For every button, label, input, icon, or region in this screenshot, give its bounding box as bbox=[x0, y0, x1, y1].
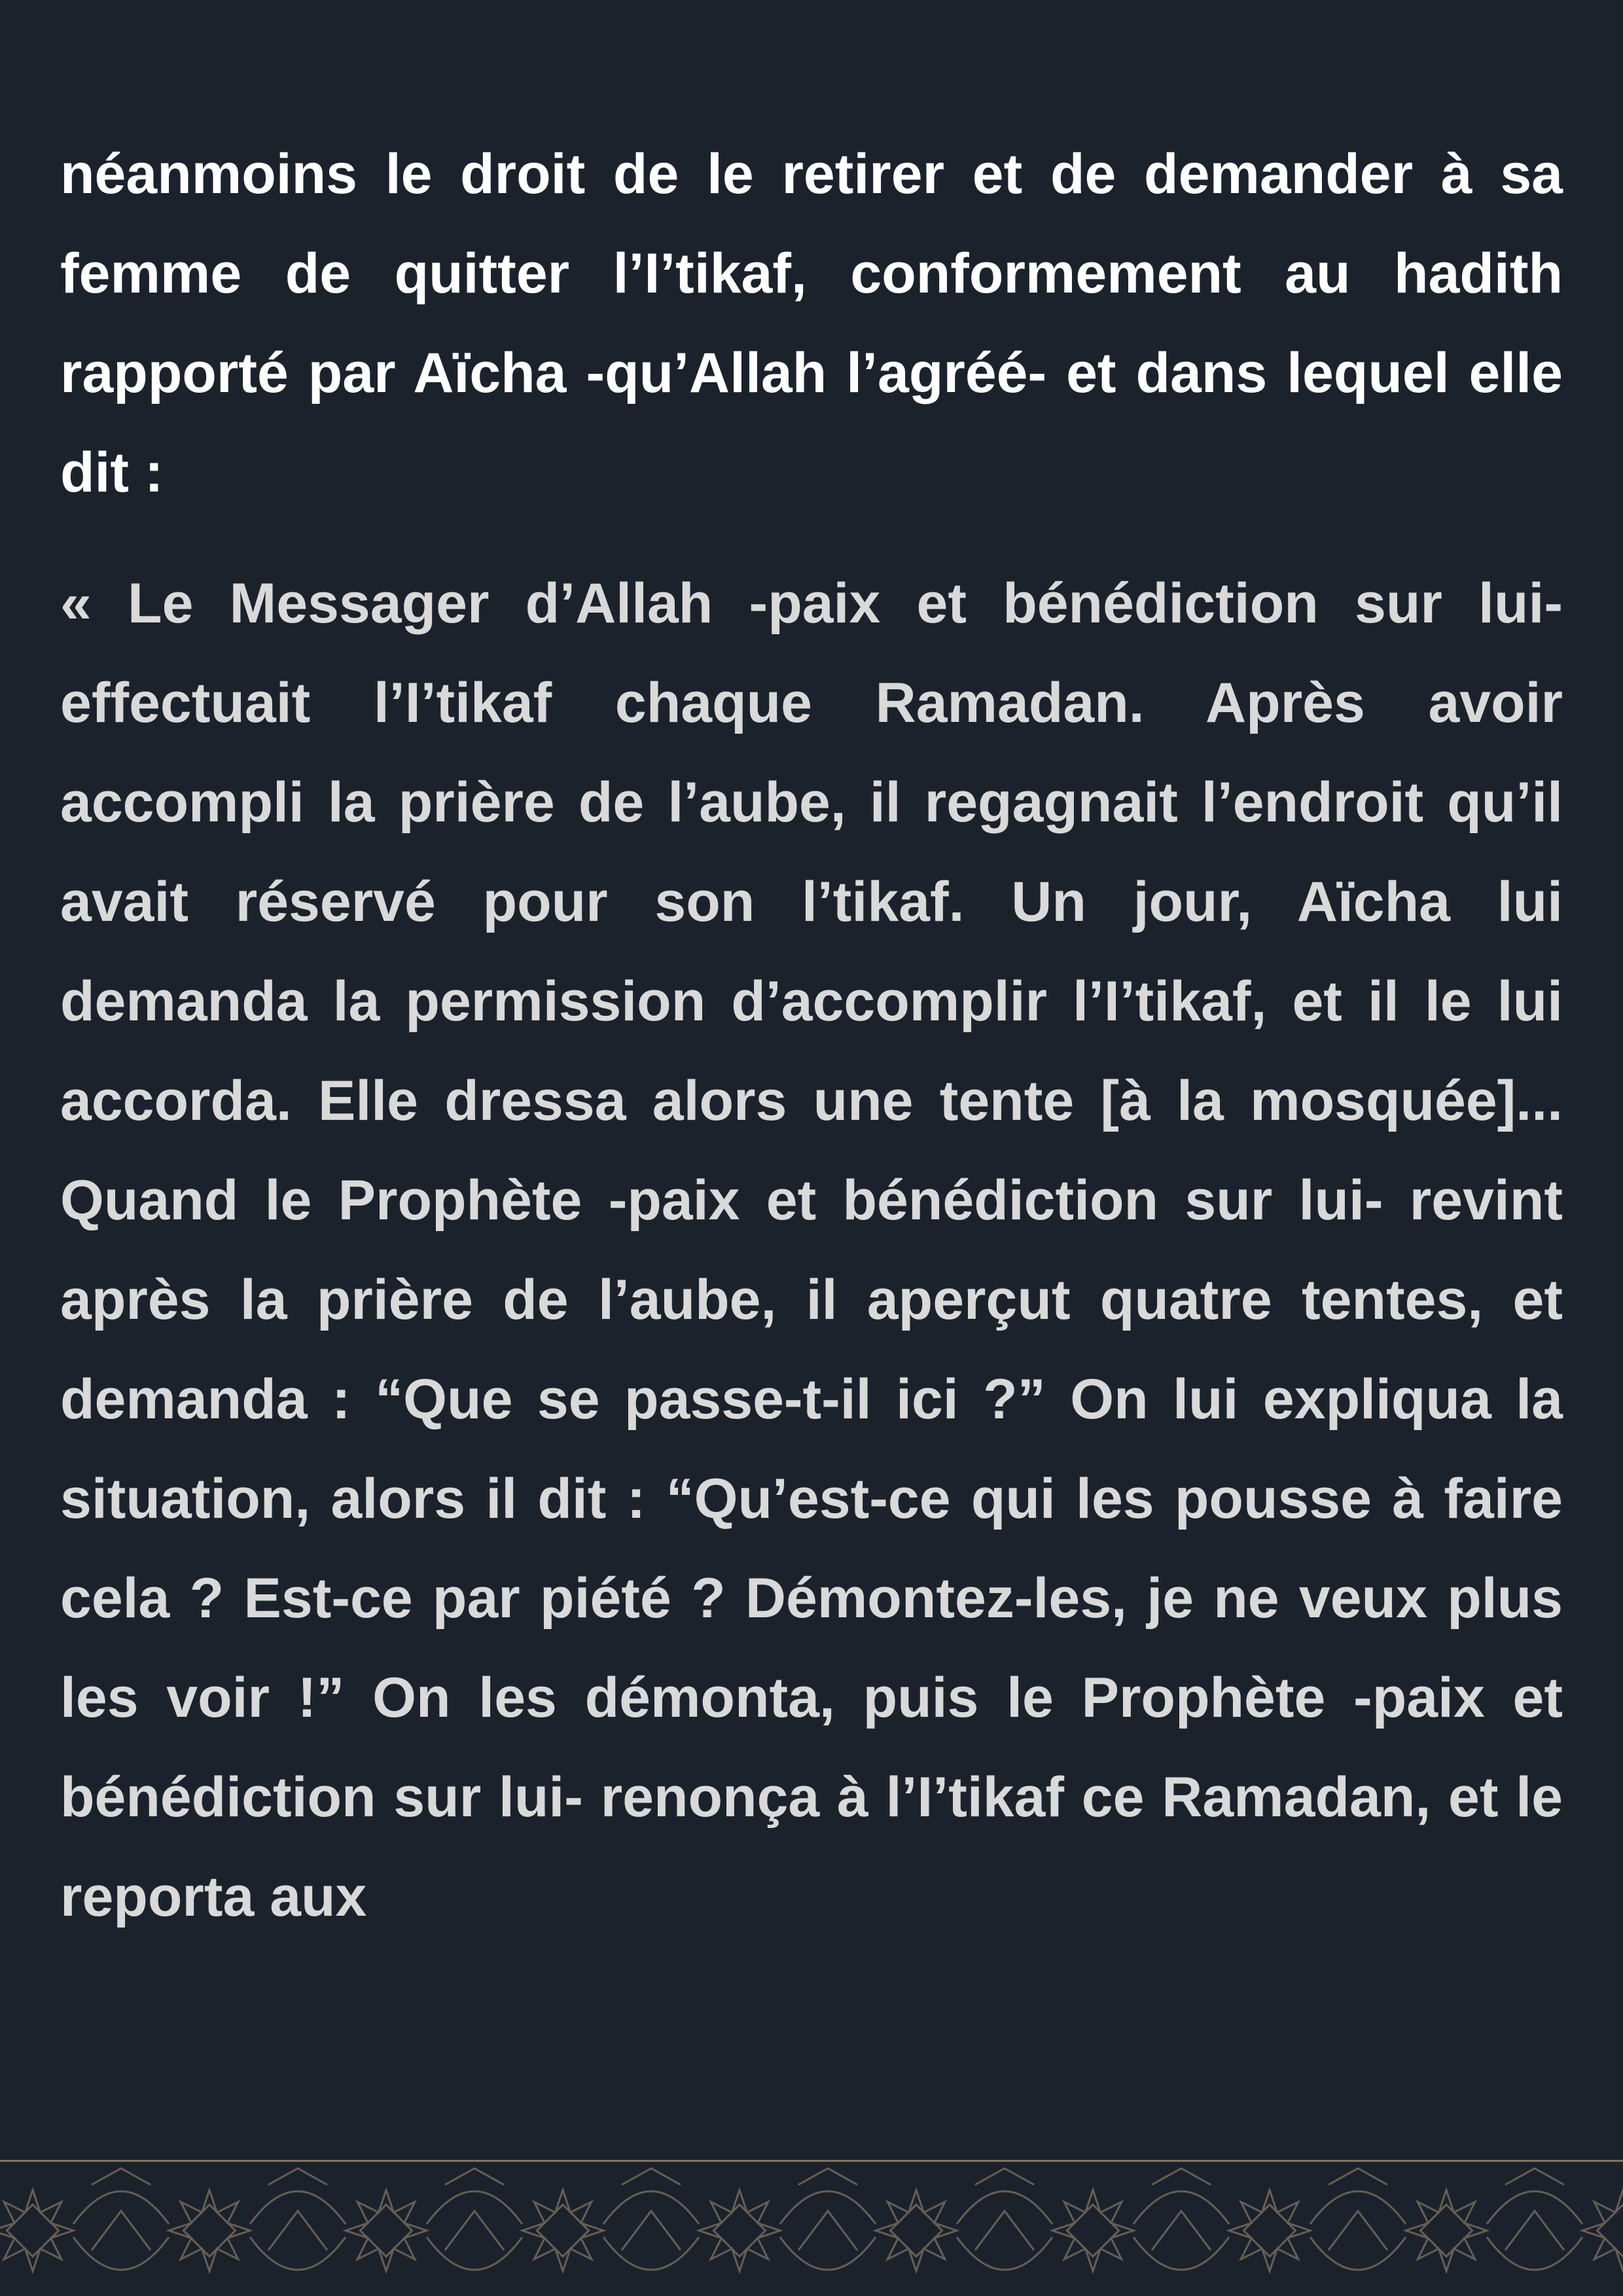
ornament-tile bbox=[876, 2168, 1052, 2271]
footer-ornament-band bbox=[0, 2160, 1623, 2296]
ornament-tile bbox=[346, 2168, 522, 2271]
ornament-tile bbox=[699, 2168, 876, 2271]
ornament-tile bbox=[0, 2168, 169, 2271]
ornament-top-rule bbox=[0, 2160, 1623, 2162]
intro-paragraph: néanmoins le droit de le retirer et de demander à sa femme de quitter l’I’tikaf, conformement au hadith rapporté par Aïcha -qu’Allah l’agréé- et dans lequel elle dit : bbox=[60, 143, 1563, 504]
ornament-tile bbox=[1052, 2168, 1229, 2271]
ornament-tile bbox=[1582, 2168, 1623, 2271]
arabesque-pattern-icon bbox=[0, 2165, 1623, 2296]
hadith-quote-paragraph: « Le Messager d’Allah -paix et bénédiction sur lui- effectuait l’I’tikaf chaque Ramadan. Après avoir accompli la prière de l’aube, il regagnait l’endroit qu’il avait réservé pour son l’tikaf. Un jour, Aïcha lui demanda la permission d’accomplir l’I’tikaf, et il le lui accorda. Elle dressa alors une tente [à la mosquée]... Quand le Prophète -paix et bénédiction sur lui- revint après la prière de l’aube, il aperçut quatre tentes, et demanda : “Que se passe-t-il ici ?” On lui expliqua la situation, alors il dit : “Qu’est-ce qui les pousse à faire cela ? Est-ce par piété ? Démontez-les, je ne veux plus les voir !” On les démonta, puis le Prophète -paix et bénédiction sur lui- renonça à l’I’tikaf ce Ramadan, et le reporta aux bbox=[60, 572, 1563, 1928]
ornament-tile bbox=[1229, 2168, 1406, 2271]
ornament-tile bbox=[522, 2168, 699, 2271]
ornament-tile bbox=[1406, 2168, 1582, 2271]
ornament-tile bbox=[169, 2168, 346, 2271]
page-body bbox=[60, 124, 1563, 1946]
